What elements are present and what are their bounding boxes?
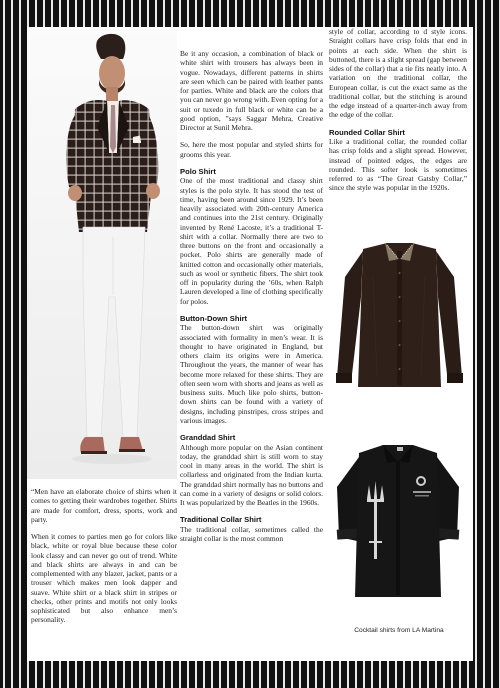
button-down-text: The button-down shirt was originally associated with formality in men’s wear. It is thought to have originated in England, but others claim its origins were in America. Throughout the years, the manner of wear has become more relaxed for these shirts. They are often seen worn with shorts and jeans as well as business suits. Much like polo shirts, button-down shirts can be found with a variety of designs, including pinstripes, cross stripes and various images. [180,323,323,425]
model-photo [27,27,177,479]
quote-paragraph-1: “Men have an elaborate choice of shirts when it comes to getting their wardrobes together. Shirts are made for comfort, dress, sports, work and party. [31,487,177,524]
traditional-collar-text: The traditional collar, sometimes called the straight collar is the most common [180,524,323,543]
granddad-text: Although more popular on the Asian continent today, the granddad shirt is still worn to stay cool in many areas in the world. The shirt is collarless and originated from the Indian kurta. The granddad shirt normally has no buttons and can come in a variety of designs or solid colors. It was popularized by the Beatles in the 1960s. [180,442,323,507]
brown-shirt-photo [333,237,466,392]
polo-shirt-heading: Polo Shirt [180,166,216,176]
polo-shirt-text: One of the most traditional and classy shirt styles is the polo style. It has stood the test of time, having been around since 1929. It’s been heavily associated with 20th-century America and continues into the 21st century. Originally invented by René Lacoste, it’s a traditional T-shirt with a collar. Normally there are two to three buttons on the front and occasionally a pocket. Polo shirts are generally made of knitted cotton and occasionally other materials, such as wool or synthetic fibers. The shirt took off in popularity during the ’60s, when Ralph Lauren developed a line of clothing specifically for polos. [180,176,323,306]
granddad-heading: Granddad Shirt [180,433,236,442]
collar-paragraph: style of collar, according to d style icons. Straight collars have crisp folds that end in points at each side. When the shirt is buttoned, there is a slight spread (gap between sides of the collar) that a tie fits neatly into. A variation on the traditional collar, the European collar, is cut the exact same as the traditional collar, but the stitching is around the edge instead of a quarter-inch away from the edge of the collar. [329,27,467,120]
rounded-collar-text: Like a traditional collar, the rounded collar has crisp folds and a slight spread. However, instead of pointed edges, the edges are rounded. This softer look is sometimes referred to as “The Great Gatsby Collar,” since the style was popular in the 1920s. [329,137,467,193]
traditional-collar-heading: Traditional Collar Shirt [180,515,262,525]
intro-paragraph-2: So, here the most popular and styled shirts for grooms this year. [180,140,323,159]
intro-paragraph-1: Be it any occasion, a combination of black or white shirt with trousers has always been in vogue. Nowadays, different patterns in shirts are seen which can be paired with leather pants for parties. White and black are the colors that you can never go wrong with. Even opting for a suit or tuxedo in full black or white can be a good option, ”says Saggar Mehra, Creative Director at Sunil Mehra. [180,49,323,132]
magazine-page [27,27,473,661]
quote-paragraph-2: When it comes to parties men go for colors like black, white or royal blue because these color look classy and can never go out of trend. White and black shirts are always in and can be complemented with any blazer, jacket, pants or a trouser which makes men look dapper and suave. White shirt or a black shirt in stripes or checks, other prints and motifs not only looks sophisticated but also enhance men’s personality. [31,532,177,625]
rounded-collar-heading: Rounded Collar Shirt [329,127,405,137]
photo-caption: Cocktail shirts from LA Martina [354,627,444,634]
button-down-heading: Button-Down Shirt [180,313,248,323]
right-text-column [329,27,467,201]
middle-text-column [180,49,323,551]
black-shirt-photo [331,437,465,605]
left-text-column [31,487,177,633]
